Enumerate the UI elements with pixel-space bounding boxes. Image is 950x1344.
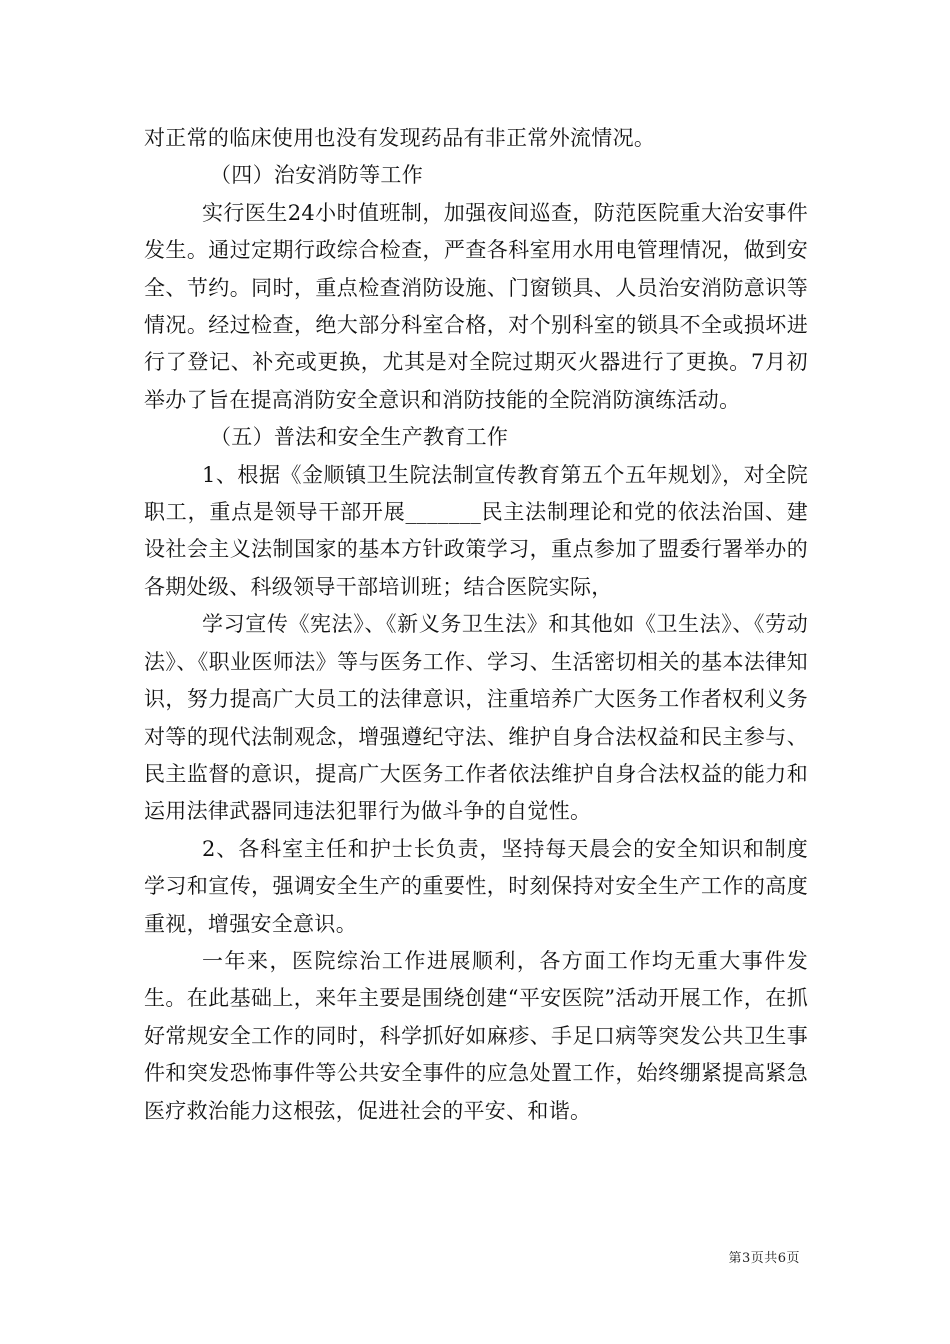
section-heading-4: （四）治安消防等工作 (210, 163, 423, 188)
paragraph-continuation: 对正常的临床使用也没有发现药品有非正常外流情况。 (144, 126, 656, 150)
document-body (144, 120, 808, 1130)
page-number: 第3页共6页 (728, 1251, 800, 1266)
paragraph-security-fire: 实行医生24小时值班制，加强夜间巡查，防范医院重大治安事件发生。通过定期行政综合检查，严查各科室用水用电管理情况，做到安全、节约。同时，重点检查消防设施、门窗锁具、人员治安消防意识等情况。经过检查，绝大部分科室合格，对个别科室的锁具不全或损坏进行了登记、补充或更换，尤其是对全院过期灭火器进行了更换。7月初举办了旨在提高消防安全意识和消防技能的全院消防演练活动。 (144, 200, 808, 412)
paragraph-law-study: 学习宣传《宪法》、《新义务卫生法》和其他如《卫生法》、《劳动法》、《职业医师法》等与医务工作、学习、生活密切相关的基本法律知识，努力提高广大员工的法律意识，注重培养广大医务工作者权利义务对等的现代法制观念，增强遵纪守法、维护自身合法权益和民主参与、民主监督的意识，提高广大医务工作者依法维护自身合法权益的能力和运用法律武器同违法犯罪行为做斗争的自觉性。 (144, 612, 808, 824)
section-heading-5: （五）普法和安全生产教育工作 (210, 425, 509, 450)
paragraph-legal-plan: 1、根据《金顺镇卫生院法制宣传教育第五个五年规划》，对全院职工，重点是领导干部开展_______民主法制理论和党的依法治国、建设社会主义法制国家的基本方针政策学习，重点参加了盟委行署举办的各期处级、科级领导干部培训班；结合医院实际， (144, 462, 808, 599)
paragraph-summary: 一年来，医院综治工作进展顺利，各方面工作均无重大事件发生。在此基础上，来年主要是围绕创建“平安医院”活动开展工作，在抓好常规安全工作的同时，科学抓好如麻疹、手足口病等突发公共卫生事件和突发恐怖事件等公共安全事件的应急处置工作，始终绷紧提高紧急医疗救治能力这根弦，促进社会的平安、和谐。 (144, 948, 808, 1123)
paragraph-safety-meeting: 2、各科室主任和护士长负责，坚持每天晨会的安全知识和制度学习和宣传，强调安全生产的重要性，时刻保持对安全生产工作的高度重视，增强安全意识。 (144, 836, 808, 936)
